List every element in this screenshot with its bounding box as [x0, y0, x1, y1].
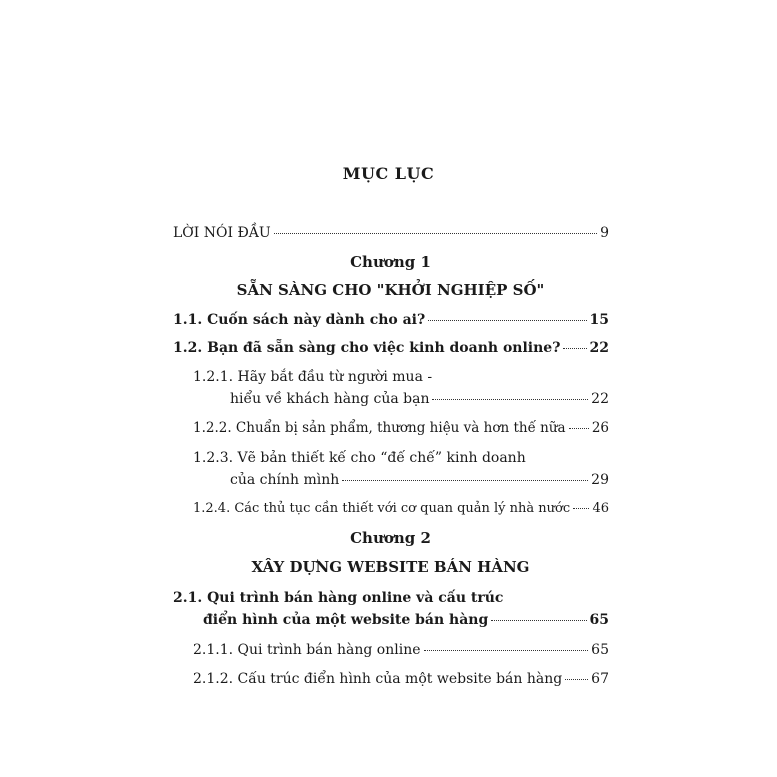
toc-entry-2-1-line1: 2.1. Qui trình bán hàng online và cấu trúc: [173, 590, 504, 606]
toc-entry-2-1-1: [193, 641, 609, 659]
toc-page-number: 29: [591, 472, 609, 488]
dot-leader: [432, 399, 588, 400]
dot-leader: [491, 620, 586, 621]
toc-entry-preface: [173, 224, 609, 242]
dot-leader: [565, 679, 588, 680]
toc-page-number: 15: [589, 312, 609, 328]
dot-leader: [573, 508, 589, 509]
toc-page-number: 65: [589, 612, 609, 628]
dot-leader: [424, 650, 589, 651]
toc-entry-2-1: [203, 611, 609, 629]
dot-leader: [342, 480, 588, 481]
toc-entry-1-2-4: [193, 500, 609, 518]
dot-leader: [569, 428, 589, 429]
toc-entry-label: của chính mình: [230, 472, 340, 488]
dot-leader: [428, 320, 586, 321]
toc-entry-label: LỜI NÓI ĐẦU: [173, 225, 271, 241]
toc-page-number: 9: [600, 225, 609, 241]
toc-entry-1-2-3: [230, 471, 609, 489]
toc-page-number: 22: [591, 391, 609, 407]
toc-entry-1-2-3-line1: 1.2.3. Vẽ bản thiết kế cho “đế chế” kinh doanh: [193, 450, 526, 466]
chapter-1-title: SẴN SÀNG CHO "KHỞI NGHIỆP SỐ": [236, 281, 545, 299]
toc-entry-2-1-2: [193, 670, 609, 688]
toc-page-number: 67: [591, 671, 609, 687]
toc-entry-1-2: [173, 339, 609, 357]
toc-entry-1-2-1-line1: 1.2.1. Hãy bắt đầu từ người mua -: [193, 369, 433, 385]
toc-entry-label: hiểu về khách hàng của bạn: [230, 391, 430, 407]
toc-entry-label: 1.2.2. Chuẩn bị sản phẩm, thương hiệu và hơn thế nữa: [193, 420, 566, 436]
toc-page-number: 22: [589, 340, 609, 356]
chapter-2-heading: Chương 2: [350, 529, 431, 547]
toc-entry-1-1: [173, 311, 609, 329]
toc-entry-label: 2.1.2. Cấu trúc điển hình của một website bán hàng: [193, 671, 563, 687]
dot-leader: [274, 233, 597, 234]
toc-entry-label: điển hình của một website bán hàng: [203, 612, 489, 628]
toc-page-number: 65: [591, 642, 609, 658]
toc-entry-label: 1.2.4. Các thủ tục cần thiết với cơ quan quản lý nhà nước: [193, 501, 571, 516]
dot-leader: [563, 348, 586, 349]
toc-entry-1-2-2: [193, 419, 609, 437]
toc-page-number: 46: [592, 501, 609, 516]
toc-title: MỤC LỤC: [342, 164, 435, 183]
toc-page-number: 26: [591, 420, 609, 436]
toc-entry-label: 2.1.1. Qui trình bán hàng online: [193, 642, 421, 658]
chapter-2-title: XÂY DỰNG WEBSITE BÁN HÀNG: [251, 558, 530, 576]
toc-entry-1-2-1: [230, 390, 609, 408]
chapter-1-heading: Chương 1: [350, 253, 431, 271]
toc-entry-label: 1.2. Bạn đã sẵn sàng cho việc kinh doanh online?: [173, 340, 561, 356]
toc-entry-label: 1.1. Cuốn sách này dành cho ai?: [173, 312, 426, 328]
